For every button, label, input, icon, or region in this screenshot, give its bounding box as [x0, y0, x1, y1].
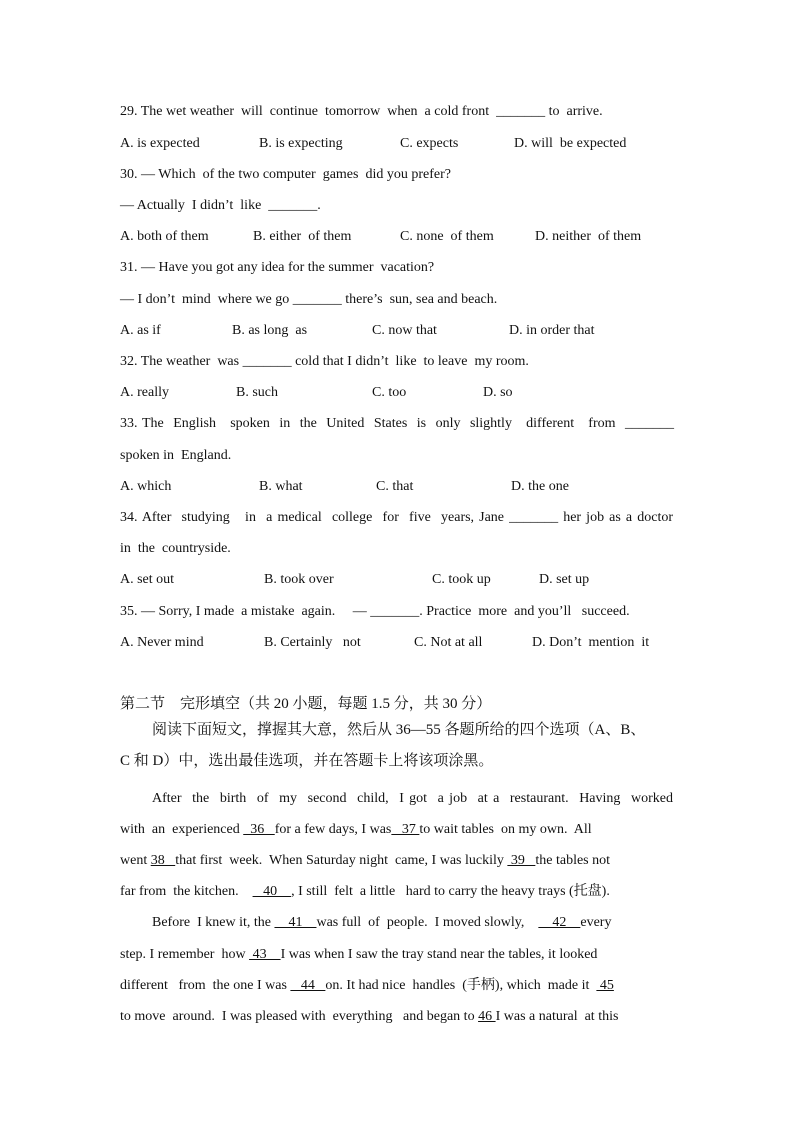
question-34-options	[120, 571, 680, 589]
option-d: D. will be expected	[514, 136, 627, 151]
option-b: B. either of them	[253, 229, 352, 244]
option-a: A. both of them	[120, 229, 209, 244]
option-d: D. in order that	[509, 323, 595, 338]
option-b: B. Certainly not	[264, 635, 361, 650]
question-35-stem: 35. — Sorry, I made a mistake again. — _______. Practice more and you’ll succeed.	[120, 604, 630, 619]
option-c: C. none of them	[400, 229, 494, 244]
question-35-options	[120, 634, 680, 652]
option-b: B. is expecting	[259, 136, 343, 151]
blank-38: 38	[150, 853, 176, 868]
option-d: D. the one	[511, 479, 569, 494]
question-33-options	[120, 478, 680, 496]
passage-line: far from the kitchen. 40 , I still felt a little hard to carry the heavy trays (托盘).	[120, 884, 610, 899]
section-2-instruction-line-2: C 和 D）中，选出最佳选项，并在答题卡上将该项涂黑。	[120, 753, 494, 769]
option-a: A. as if	[120, 323, 161, 338]
option-c: C. Not at all	[414, 635, 483, 650]
question-34-stem: 34. After studying in a medical college for five years, Jane _______ her job as a doctor	[120, 510, 673, 525]
blank-40: 40	[252, 884, 292, 899]
blank-44: 44	[290, 978, 326, 993]
question-30-stem-2: — Actually I didn’t like _______.	[120, 198, 321, 213]
blank-41: 41	[274, 915, 317, 930]
option-c: C. took up	[432, 572, 491, 587]
option-d: D. so	[483, 385, 513, 400]
passage-line: After the birth of my second child, I got a job at a restaurant. Having worked	[152, 791, 673, 806]
option-d: D. set up	[539, 572, 590, 587]
passage-line: to move around. I was pleased with everything and began to 46 I was a natural at this	[120, 1009, 619, 1024]
option-c: C. now that	[372, 323, 437, 338]
option-b: B. what	[259, 479, 303, 494]
question-29-stem: 29. The wet weather will continue tomorrow when a cold front _______ to arrive.	[120, 104, 603, 119]
blank-36: 36	[243, 822, 275, 837]
blank-45: 45	[596, 978, 614, 993]
blank-37: 37	[391, 822, 420, 837]
passage-line: step. I remember how 43 I was when I saw the tray stand near the tables, it looked	[120, 947, 598, 962]
option-a: A. really	[120, 385, 169, 400]
question-31-options	[120, 322, 680, 340]
option-b: B. such	[236, 385, 278, 400]
option-a: A. is expected	[120, 136, 200, 151]
passage-line: different from the one I was 44 on. It had nice handles (手柄), which made it 45	[120, 978, 614, 993]
option-c: C. expects	[400, 136, 459, 151]
question-32-stem: 32. The weather was _______ cold that I didn’t like to leave my room.	[120, 354, 529, 369]
option-d: D. neither of them	[535, 229, 642, 244]
section-2-instruction-line-1: 阅读下面短文，撑握其大意，然后从 36—55 各题所给的四个选项（A、B、	[152, 722, 646, 738]
passage-line: went 38 that first week. When Saturday night came, I was luckily 39 the tables not	[120, 853, 611, 868]
blank-46: 46	[478, 1009, 496, 1024]
question-30-options	[120, 228, 680, 246]
question-29-options	[120, 135, 680, 153]
option-b: B. took over	[264, 572, 334, 587]
question-31-stem: 31. — Have you got any idea for the summer vacation?	[120, 260, 435, 275]
section-2-title: 第二节 完形填空（共 20 小题，每题 1.5 分，共 30 分）	[120, 696, 492, 712]
passage-line: Before I knew it, the 41 was full of people. I moved slowly, 42 every	[152, 915, 612, 930]
option-c: C. that	[376, 479, 414, 494]
option-c: C. too	[372, 385, 407, 400]
passage-line: with an experienced 36 for a few days, I was 37 to wait tables on my own. All	[120, 822, 592, 837]
question-31-stem-2: — I don’t mind where we go _______ there’s sun, sea and beach.	[120, 292, 498, 307]
option-a: A. set out	[120, 572, 175, 587]
question-30-stem: 30. — Which of the two computer games did you prefer?	[120, 167, 451, 182]
question-33-stem: 33. The English spoken in the United States is only slightly different from _______	[120, 416, 674, 431]
option-d: D. Don’t mention it	[532, 635, 650, 650]
blank-43: 43	[249, 947, 281, 962]
question-32-options	[120, 384, 680, 402]
question-33-stem-2: spoken in England.	[120, 448, 232, 463]
question-34-stem-2: in the countryside.	[120, 541, 231, 556]
blank-42: 42	[538, 915, 581, 930]
option-b: B. as long as	[232, 323, 308, 338]
blank-39: 39	[507, 853, 536, 868]
option-a: A. Never mind	[120, 635, 204, 650]
option-a: A. which	[120, 479, 172, 494]
